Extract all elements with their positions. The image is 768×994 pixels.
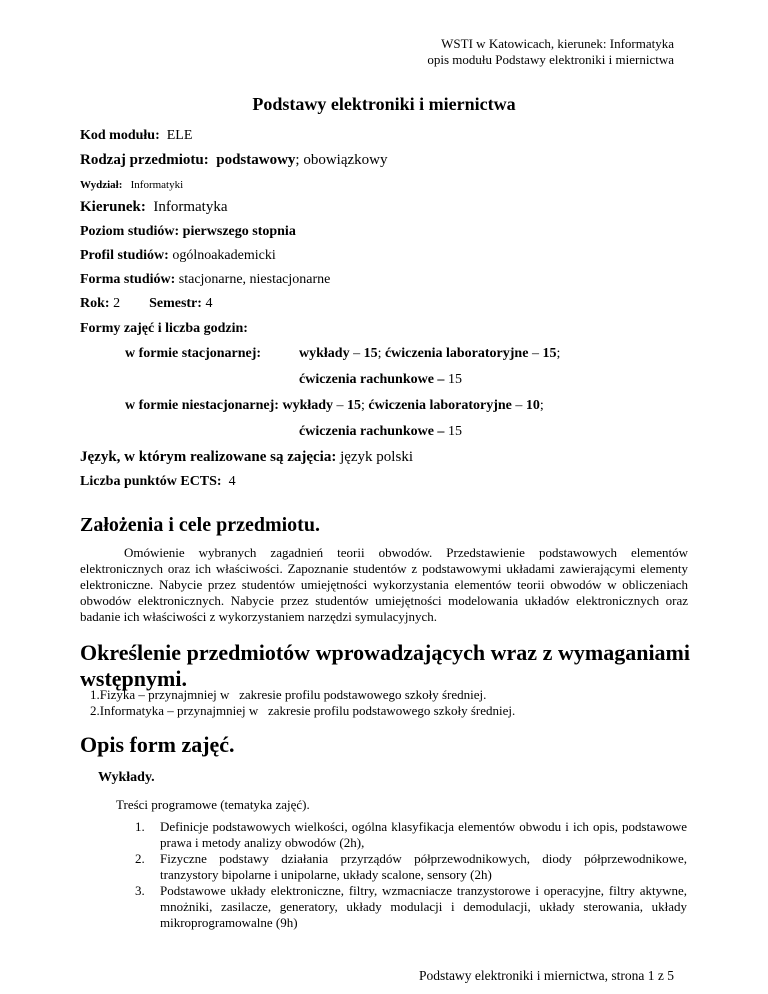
topic-number: 2. [135, 851, 145, 866]
rodzaj-row [80, 152, 388, 169]
kierunek-value: Informatyka [153, 199, 228, 215]
prerequisite-item: 2.Informatyka – przynajmniej w zakresie profilu podstawowego szkoły średniej. [90, 703, 516, 718]
forma-row [80, 272, 330, 288]
wydzial-value: Informatyki [130, 179, 184, 191]
header-line-2: opis modułu Podstawy elektroniki i miernictwa [427, 52, 674, 67]
kod-label: Kod modułu: [80, 128, 160, 143]
okreslenie-line-2: wstępnymi. [80, 666, 187, 691]
running-header [427, 36, 674, 68]
rok-label: Rok: [80, 296, 110, 311]
stacjonarne-row [125, 346, 560, 362]
header-line-1: WSTI w Katowicach, kierunek: Informatyka [441, 36, 674, 51]
document-title: Podstawy elektroniki i miernictwa [252, 94, 516, 114]
topic-text: Fizyczne podstawy działania przyrządów półprzewodnikowych, diody półprzewodnikowe, tranzystory bipolarne i unipolarne, układy scalone, sensory (2h) [160, 851, 687, 882]
topic-text: Definicje podstawowych wielkości, ogólna klasyfikacja elementów obwodu i ich opis, podstawowe prawa i metody analizy obwodów (2h), [160, 819, 687, 850]
forma-label: Forma studiów: [80, 272, 176, 287]
niestac-wyklady-sep: – [333, 398, 348, 413]
niestac-wyklady-label: wykłady [282, 398, 334, 413]
list-item [135, 883, 687, 931]
rodzaj-label: Rodzaj przedmiotu: [80, 152, 209, 168]
zalozenia-paragraph: Omówienie wybranych zagadnień teorii obwodów. Przedstawienie podstawowych elementów elektronicznych oraz ich właściwości. Zapoznanie studentów z podstawowymi układami zawierającymi elementy elektroniczne. Nabycie przez studentów umiejętności wykorzystania elementów teorii obwodów w obliczeniach obwodów elektronicznych. Nabycie przez studentów umiejętności modelowania układów elektronicznych oraz badanie ich właściwości z wykorzystaniem narzędzi symulacyjnych. [80, 545, 688, 624]
ects-label: Liczba punktów ECTS: [80, 474, 222, 489]
list-item [135, 851, 687, 883]
semestr-label: Semestr: [149, 296, 202, 311]
niestac-wyklady-value: 15 [347, 398, 362, 413]
okreslenie-word: wymaganiami [558, 640, 690, 665]
kierunek-label: Kierunek: [80, 199, 146, 215]
opis-form-heading: Opis form zajęć. [80, 732, 235, 757]
kod-value: ELE [166, 128, 193, 143]
topic-number: 3. [135, 883, 145, 898]
niestac-sep: ; [361, 398, 369, 413]
niestacjonarne-rach-row [299, 424, 462, 440]
jezyk-value: język polski [340, 449, 413, 465]
rodzaj-rest: ; obowiązkowy [295, 152, 388, 168]
stac-lab-sep: – [528, 346, 543, 361]
niestacjonarne-row [125, 398, 544, 414]
stac-lab-value: 15 [542, 346, 557, 361]
stac-rach-value: 15 [447, 372, 462, 387]
okreslenie-word: przedmiotów [186, 640, 311, 665]
topic-text: Podstawowe układy elektroniczne, filtry, wzmacniacze tranzystorowe i operacyjne, filtry aktywne, mnożniki, zasilacze, generatory, układy modulacji i demodulacji, układy sterowania, układy mikroprogramowalne (9h) [160, 883, 687, 930]
niestac-lab-label: ćwiczenia laboratoryjne [368, 398, 512, 413]
forma-value: stacjonarne, niestacjonarne [178, 272, 331, 287]
stac-wyklady-value: 15 [363, 346, 378, 361]
kierunek-row [80, 199, 227, 216]
okreslenie-word: wraz [490, 640, 538, 665]
niestac-end: ; [539, 398, 544, 413]
wydzial-row [80, 179, 183, 191]
stac-sep: ; [377, 346, 385, 361]
wyklady-heading: Wykłady. [98, 770, 155, 785]
stacjonarne-label: w formie stacjonarnej: [125, 346, 262, 361]
ects-value: 4 [228, 474, 236, 489]
profil-row [80, 248, 276, 264]
topic-number: 1. [135, 819, 145, 834]
formy-zajec-label: Formy zajęć i liczba godzin: [80, 321, 248, 336]
okreslenie-heading [80, 640, 690, 692]
stac-lab-label: ćwiczenia laboratoryjne [384, 346, 529, 361]
niestacjonarne-label: w formie niestacjonarnej: [125, 398, 279, 413]
jezyk-label: Język, w którym realizowane są zajęcia: [80, 449, 337, 465]
rok-value: 2 [113, 296, 121, 311]
zalozenia-heading: Założenia i cele przedmiotu. [80, 514, 320, 536]
page-footer: Podstawy elektroniki i miernictwa, strona 1 z 5 [419, 968, 674, 983]
okreslenie-line-1 [80, 640, 690, 666]
stac-wyklady-label: wykłady [299, 346, 350, 361]
list-item [135, 819, 687, 851]
okreslenie-word: Określenie [80, 640, 182, 665]
topics-list [135, 819, 687, 931]
stac-rach-label: ćwiczenia rachunkowe – [299, 372, 445, 387]
niestac-rach-label: ćwiczenia rachunkowe – [299, 424, 445, 439]
rodzaj-bold: podstawowy [216, 152, 296, 168]
ects-row [80, 474, 236, 490]
prerequisite-item: 1.Fizyka – przynajmniej w zakresie profilu podstawowego szkoły średniej. [90, 687, 487, 702]
niestac-rach-value: 15 [447, 424, 462, 439]
kod-modulu-row [80, 128, 192, 144]
poziom-row: Poziom studiów: pierwszego stopnia [80, 224, 296, 239]
prerequisites-list [90, 687, 515, 719]
okreslenie-word: z [542, 640, 553, 665]
stacjonarne-rach-row [299, 372, 462, 388]
jezyk-row [80, 449, 413, 466]
tresci-label: Treści programowe (tematyka zajęć). [116, 797, 310, 812]
stac-wyklady-sep: – [349, 346, 364, 361]
stac-end: ; [556, 346, 561, 361]
rok-semestr-row [80, 296, 212, 312]
profil-label: Profil studiów: [80, 248, 169, 263]
semestr-value: 4 [205, 296, 213, 311]
profil-value: ogólnoakademicki [172, 248, 276, 263]
okreslenie-word: wprowadzających [315, 640, 486, 665]
niestac-lab-sep: – [511, 398, 526, 413]
niestac-lab-value: 10 [525, 398, 540, 413]
wydzial-label: Wydział: [80, 179, 123, 191]
